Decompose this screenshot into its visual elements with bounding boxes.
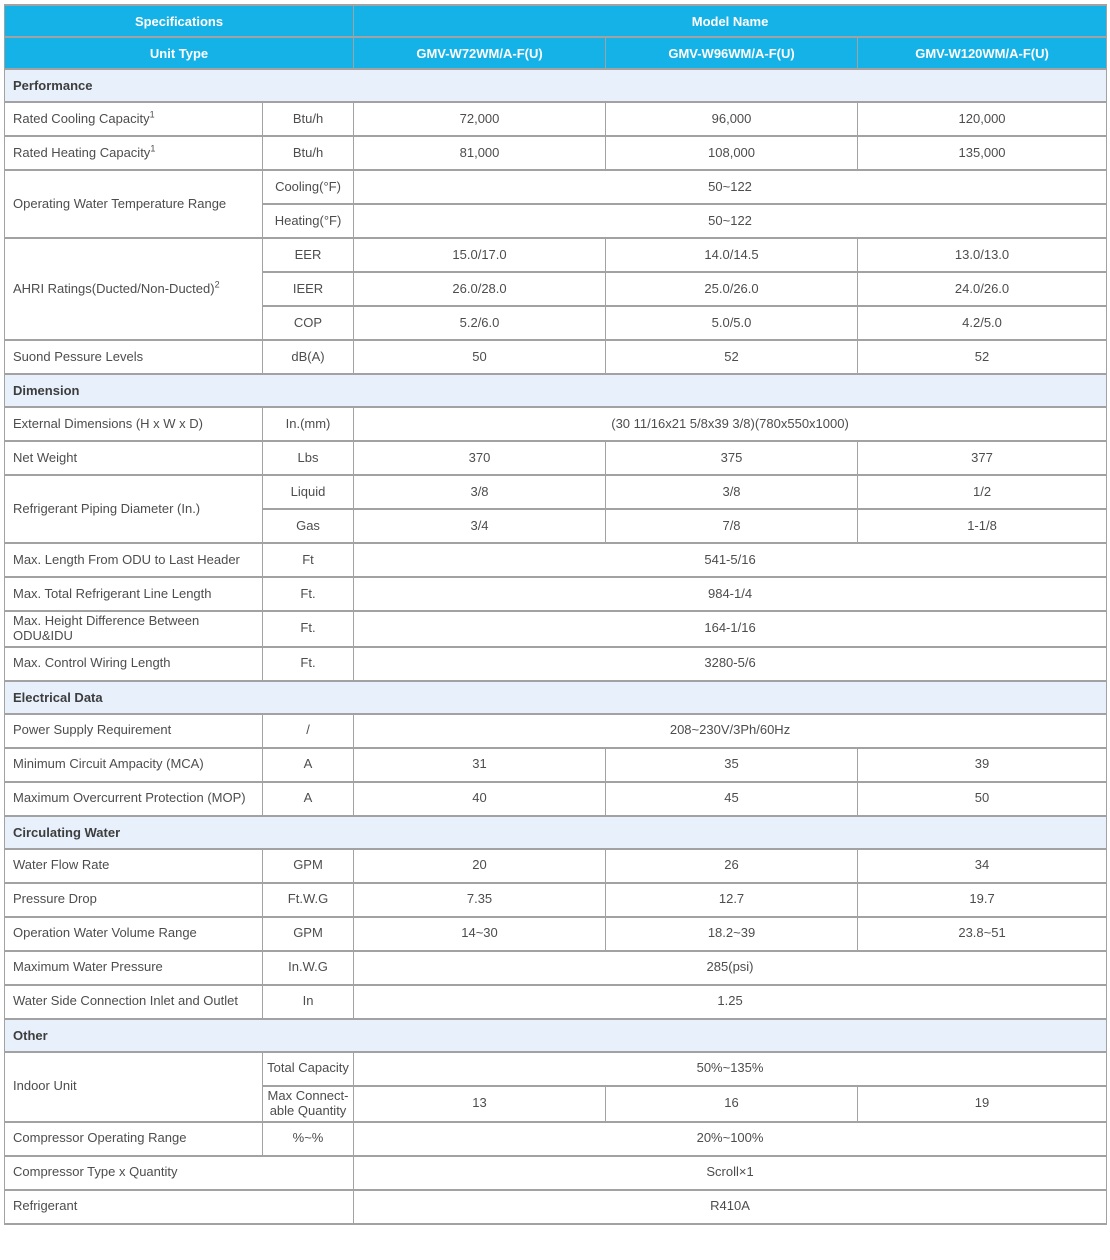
specifications-table xyxy=(4,4,1107,1225)
spec-row xyxy=(5,647,1107,681)
spec-row xyxy=(5,951,1107,985)
spec-row xyxy=(5,102,1107,136)
spec-label-cell: Water Side Connection Inlet and Outlet xyxy=(5,985,263,1019)
unit-cell: Ft xyxy=(263,543,354,577)
value-cell: 13 xyxy=(354,1086,606,1122)
value-cell: 35 xyxy=(606,748,858,782)
value-cell-merged: 984-1/4 xyxy=(354,577,1107,611)
value-cell-merged: 285(psi) xyxy=(354,951,1107,985)
spec-row xyxy=(5,1052,1107,1086)
value-cell: 25.0/26.0 xyxy=(606,272,858,306)
value-cell: 81,000 xyxy=(354,136,606,170)
unit-cell: In.(mm) xyxy=(263,407,354,441)
spec-label-cell: Maximum Water Pressure xyxy=(5,951,263,985)
model-name-header-cell: Model Name xyxy=(354,5,1107,37)
spec-label-cell: Refrigerant Piping Diameter (In.) xyxy=(5,475,263,543)
value-cell-merged: 1.25 xyxy=(354,985,1107,1019)
unit-cell: A xyxy=(263,782,354,816)
section-title: Circulating Water xyxy=(5,816,1107,849)
spec-label-cell: Indoor Unit xyxy=(5,1052,263,1122)
value-cell: 3/8 xyxy=(606,475,858,509)
section-header-row xyxy=(5,816,1107,849)
section-title: Performance xyxy=(5,69,1107,102)
spec-label-cell: Net Weight xyxy=(5,441,263,475)
spec-label-cell: Water Flow Rate xyxy=(5,849,263,883)
spec-row xyxy=(5,985,1107,1019)
unit-cell: COP xyxy=(263,306,354,340)
value-cell: 1-1/8 xyxy=(858,509,1107,543)
unit-cell: Cooling(°F) xyxy=(263,170,354,204)
value-cell: 40 xyxy=(354,782,606,816)
spec-row xyxy=(5,475,1107,509)
unit-cell: Liquid xyxy=(263,475,354,509)
value-cell: 26 xyxy=(606,849,858,883)
value-cell: 14~30 xyxy=(354,917,606,951)
section-header-row xyxy=(5,374,1107,407)
spec-label-cell: Operation Water Volume Range xyxy=(5,917,263,951)
unit-cell: Total Capacity xyxy=(263,1052,354,1086)
spec-row xyxy=(5,917,1107,951)
spec-label-cell: External Dimensions (H x W x D) xyxy=(5,407,263,441)
spec-row xyxy=(5,577,1107,611)
unit-type-header-cell: Unit Type xyxy=(5,37,354,69)
value-cell: 45 xyxy=(606,782,858,816)
unit-cell: / xyxy=(263,714,354,748)
spec-row xyxy=(5,136,1107,170)
spec-label-cell: Suond Pessure Levels xyxy=(5,340,263,374)
value-cell: 3/4 xyxy=(354,509,606,543)
value-cell: 50 xyxy=(858,782,1107,816)
spec-row xyxy=(5,441,1107,475)
value-cell: 31 xyxy=(354,748,606,782)
spec-label-cell: Compressor Operating Range xyxy=(5,1122,263,1156)
value-cell-merged: R410A xyxy=(354,1190,1107,1224)
spec-row xyxy=(5,782,1107,816)
value-cell-merged: 3280-5/6 xyxy=(354,647,1107,681)
unit-cell: IEER xyxy=(263,272,354,306)
unit-cell: In.W.G xyxy=(263,951,354,985)
model-header-cell-2: GMV-W96WM/A-F(U) xyxy=(606,37,858,69)
spec-row xyxy=(5,340,1107,374)
unit-cell: GPM xyxy=(263,917,354,951)
unit-cell: Ft.W.G xyxy=(263,883,354,917)
unit-cell: %~% xyxy=(263,1122,354,1156)
value-cell-merged: 20%~100% xyxy=(354,1122,1107,1156)
value-cell: 7.35 xyxy=(354,883,606,917)
value-cell-merged: 541-5/16 xyxy=(354,543,1107,577)
spec-label-cell: Power Supply Requirement xyxy=(5,714,263,748)
unit-cell: A xyxy=(263,748,354,782)
value-cell: 5.0/5.0 xyxy=(606,306,858,340)
value-cell: 3/8 xyxy=(354,475,606,509)
spec-row xyxy=(5,1122,1107,1156)
value-cell: 15.0/17.0 xyxy=(354,238,606,272)
value-cell-merged: 50~122 xyxy=(354,204,1107,238)
section-header-row xyxy=(5,1019,1107,1052)
section-title: Dimension xyxy=(5,374,1107,407)
value-cell-merged: 50~122 xyxy=(354,170,1107,204)
spec-row xyxy=(5,543,1107,577)
value-cell-merged: (30 11/16x21 5/8x39 3/8)(780x550x1000) xyxy=(354,407,1107,441)
unit-cell: Ft. xyxy=(263,611,354,647)
spec-row xyxy=(5,238,1107,272)
unit-cell: Ft. xyxy=(263,647,354,681)
value-cell: 120,000 xyxy=(858,102,1107,136)
unit-cell: Gas xyxy=(263,509,354,543)
value-cell: 20 xyxy=(354,849,606,883)
spec-label-cell: Maximum Overcurrent Protection (MOP) xyxy=(5,782,263,816)
table-header xyxy=(5,5,1107,69)
value-cell: 14.0/14.5 xyxy=(606,238,858,272)
unit-cell: Ft. xyxy=(263,577,354,611)
value-cell: 24.0/26.0 xyxy=(858,272,1107,306)
value-cell: 108,000 xyxy=(606,136,858,170)
section-header-row xyxy=(5,69,1107,102)
spec-label-cell: AHRI Ratings(Ducted/Non-Ducted)$^2$ xyxy=(5,238,263,340)
section-title: Other xyxy=(5,1019,1107,1052)
unit-cell: Btu/h xyxy=(263,102,354,136)
value-cell: 52 xyxy=(606,340,858,374)
value-cell: 96,000 xyxy=(606,102,858,136)
value-cell-merged: 50%~135% xyxy=(354,1052,1107,1086)
model-header-cell-1: GMV-W72WM/A-F(U) xyxy=(354,37,606,69)
spec-label-cell: Max. Length From ODU to Last Header xyxy=(5,543,263,577)
spec-label-cell: Operating Water Temperature Range xyxy=(5,170,263,238)
value-cell: 12.7 xyxy=(606,883,858,917)
value-cell: 50 xyxy=(354,340,606,374)
value-cell: 18.2~39 xyxy=(606,917,858,951)
spec-row xyxy=(5,407,1107,441)
spec-label-cell: Pressure Drop xyxy=(5,883,263,917)
spec-row xyxy=(5,611,1107,647)
value-cell-merged: 164-1/16 xyxy=(354,611,1107,647)
value-cell: 19 xyxy=(858,1086,1107,1122)
value-cell: 370 xyxy=(354,441,606,475)
spec-row xyxy=(5,170,1107,204)
spec-label-cell: Rated Heating Capacity$^1$ xyxy=(5,136,263,170)
value-cell-merged: Scroll×1 xyxy=(354,1156,1107,1190)
header-row-models xyxy=(5,37,1107,69)
unit-cell: Lbs xyxy=(263,441,354,475)
value-cell: 1/2 xyxy=(858,475,1107,509)
spec-row xyxy=(5,849,1107,883)
spec-row xyxy=(5,1190,1107,1224)
unit-cell: Heating(°F) xyxy=(263,204,354,238)
value-cell: 135,000 xyxy=(858,136,1107,170)
spec-label-cell: Minimum Circuit Ampacity (MCA) xyxy=(5,748,263,782)
spec-label-cell: Max. Height Difference Between ODU&IDU xyxy=(5,611,263,647)
unit-cell: EER xyxy=(263,238,354,272)
unit-cell: GPM xyxy=(263,849,354,883)
spec-label-cell: Refrigerant xyxy=(5,1190,354,1224)
spec-row xyxy=(5,883,1107,917)
spec-row xyxy=(5,1156,1107,1190)
value-cell: 4.2/5.0 xyxy=(858,306,1107,340)
unit-cell: Max Connect-able Quantity xyxy=(263,1086,354,1122)
value-cell: 7/8 xyxy=(606,509,858,543)
value-cell: 52 xyxy=(858,340,1107,374)
specifications-header-cell: Specifications xyxy=(5,5,354,37)
value-cell: 39 xyxy=(858,748,1107,782)
spec-row xyxy=(5,748,1107,782)
spec-label-cell: Compressor Type x Quantity xyxy=(5,1156,354,1190)
unit-cell: Btu/h xyxy=(263,136,354,170)
value-cell: 13.0/13.0 xyxy=(858,238,1107,272)
value-cell: 377 xyxy=(858,441,1107,475)
spec-label-cell: Max. Control Wiring Length xyxy=(5,647,263,681)
value-cell-merged: 208~230V/3Ph/60Hz xyxy=(354,714,1107,748)
unit-cell: dB(A) xyxy=(263,340,354,374)
header-row-top xyxy=(5,5,1107,37)
section-header-row xyxy=(5,681,1107,714)
value-cell: 16 xyxy=(606,1086,858,1122)
value-cell: 19.7 xyxy=(858,883,1107,917)
spec-table-body xyxy=(5,69,1107,1224)
value-cell: 375 xyxy=(606,441,858,475)
unit-cell: In xyxy=(263,985,354,1019)
value-cell: 23.8~51 xyxy=(858,917,1107,951)
section-title: Electrical Data xyxy=(5,681,1107,714)
value-cell: 26.0/28.0 xyxy=(354,272,606,306)
model-header-cell-3: GMV-W120WM/A-F(U) xyxy=(858,37,1107,69)
value-cell: 34 xyxy=(858,849,1107,883)
value-cell: 72,000 xyxy=(354,102,606,136)
value-cell: 5.2/6.0 xyxy=(354,306,606,340)
spec-row xyxy=(5,714,1107,748)
spec-label-cell: Rated Cooling Capacity$^1$ xyxy=(5,102,263,136)
spec-label-cell: Max. Total Refrigerant Line Length xyxy=(5,577,263,611)
